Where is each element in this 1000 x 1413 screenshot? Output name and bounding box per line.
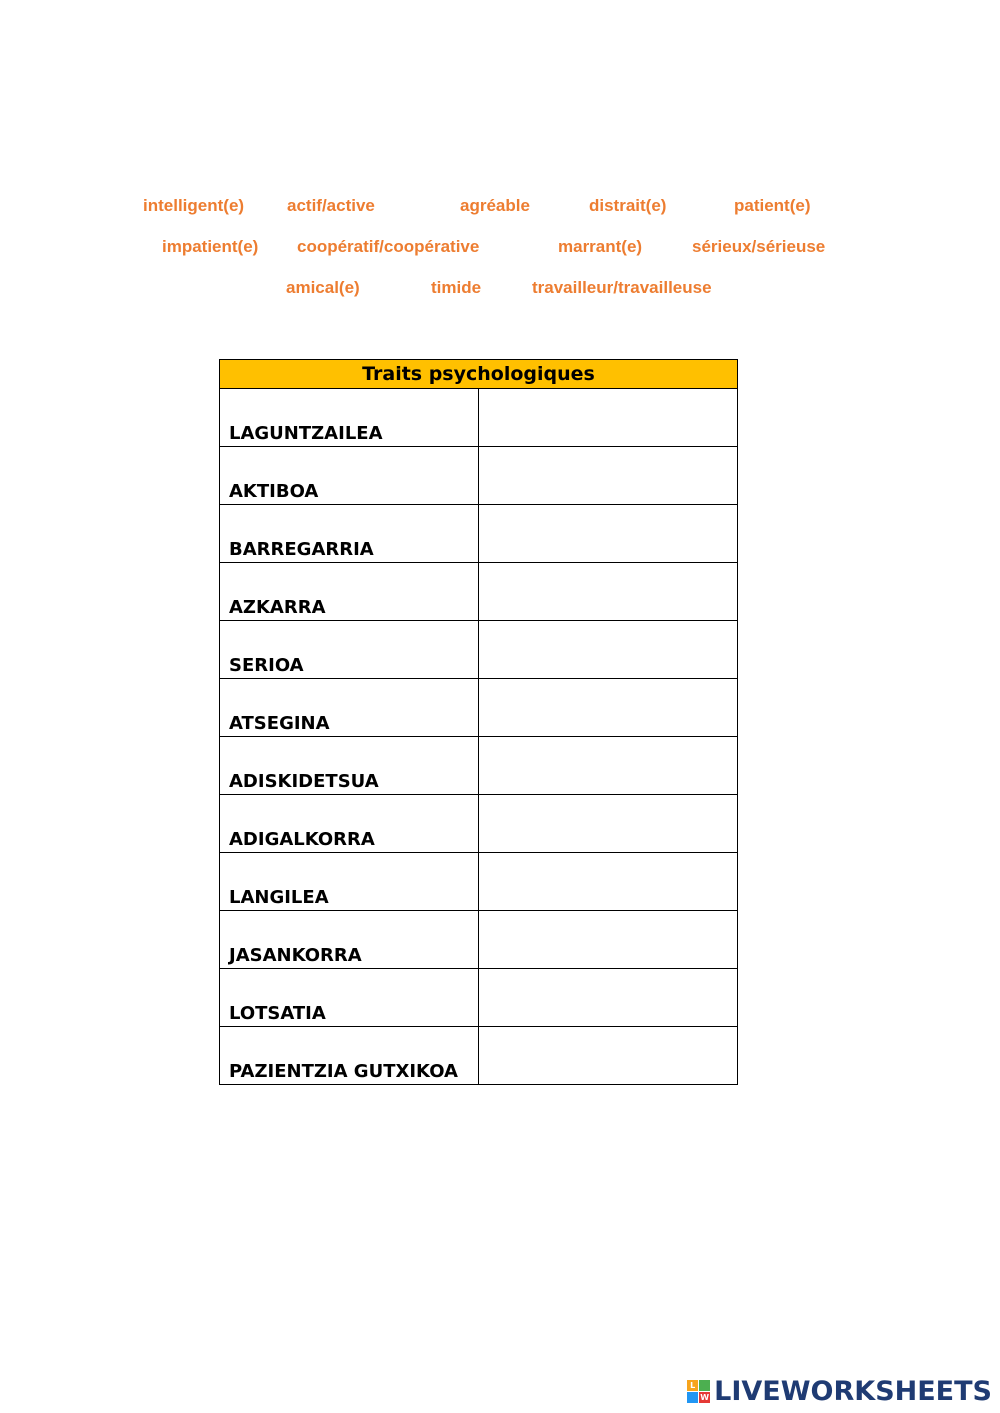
table-row (220, 621, 738, 679)
logo-tile-icon: L (687, 1380, 698, 1391)
logo-tile-icon: W (700, 1393, 710, 1402)
liveworksheets-logo-icon (687, 1380, 710, 1403)
basque-word: PAZIENTZIA GUTXIKOA (220, 1027, 479, 1085)
logo-text: LIVEWORKSHEETS (714, 1376, 992, 1407)
table-header-row (220, 360, 738, 389)
basque-word: AKTIBOA (220, 447, 479, 505)
table-row (220, 679, 738, 737)
answer-drop-cell[interactable] (479, 1027, 738, 1085)
table-row (220, 563, 738, 621)
word-bank-item[interactable]: amical(e) (286, 278, 360, 297)
answer-drop-cell[interactable] (479, 621, 738, 679)
basque-word: ADIGALKORRA (220, 795, 479, 853)
basque-word: LOTSATIA (220, 969, 479, 1027)
word-bank-item[interactable]: patient(e) (734, 196, 811, 215)
answer-drop-cell[interactable] (479, 389, 738, 447)
basque-word: JASANKORRA (220, 911, 479, 969)
word-bank-item[interactable]: intelligent(e) (143, 196, 245, 215)
answer-drop-cell[interactable] (479, 505, 738, 563)
table-row (220, 737, 738, 795)
word-bank-item[interactable]: agréable (460, 196, 530, 215)
table-header: Traits psychologiques (220, 360, 738, 389)
answer-drop-cell[interactable] (479, 679, 738, 737)
word-bank-item[interactable]: distrait(e) (589, 196, 667, 215)
word-bank-item[interactable]: sérieux/sérieuse (692, 237, 826, 256)
table-row (220, 505, 738, 563)
basque-word: LAGUNTZAILEA (220, 389, 479, 447)
table-row (220, 853, 738, 911)
basque-word: ADISKIDETSUA (220, 737, 479, 795)
table-row (220, 389, 738, 447)
table-row (220, 911, 738, 969)
liveworksheets-logo (687, 1376, 992, 1407)
traits-table (219, 359, 738, 1085)
basque-word: ATSEGINA (220, 679, 479, 737)
word-bank-item[interactable]: marrant(e) (558, 237, 643, 256)
answer-drop-cell[interactable] (479, 447, 738, 505)
answer-drop-cell[interactable] (479, 737, 738, 795)
answer-drop-cell[interactable] (479, 795, 738, 853)
table-row (220, 1027, 738, 1085)
word-bank-item[interactable]: coopératif/coopérative (297, 237, 480, 256)
traits-table-container (219, 359, 738, 1085)
basque-word: LANGILEA (220, 853, 479, 911)
table-row (220, 795, 738, 853)
answer-drop-cell[interactable] (479, 853, 738, 911)
basque-word: SERIOA (220, 621, 479, 679)
word-bank-item[interactable]: impatient(e) (162, 237, 259, 256)
word-bank-item[interactable]: timide (431, 278, 482, 297)
basque-word: BARREGARRIA (220, 505, 479, 563)
table-row (220, 969, 738, 1027)
table-row (220, 447, 738, 505)
logo-tile-icon (687, 1392, 698, 1403)
answer-drop-cell[interactable] (479, 969, 738, 1027)
answer-drop-cell[interactable] (479, 911, 738, 969)
word-bank-item[interactable]: actif/active (287, 196, 375, 215)
answer-drop-cell[interactable] (479, 563, 738, 621)
logo-tile-icon (699, 1380, 710, 1391)
basque-word: AZKARRA (220, 563, 479, 621)
word-bank-item[interactable]: travailleur/travailleuse (532, 278, 712, 297)
